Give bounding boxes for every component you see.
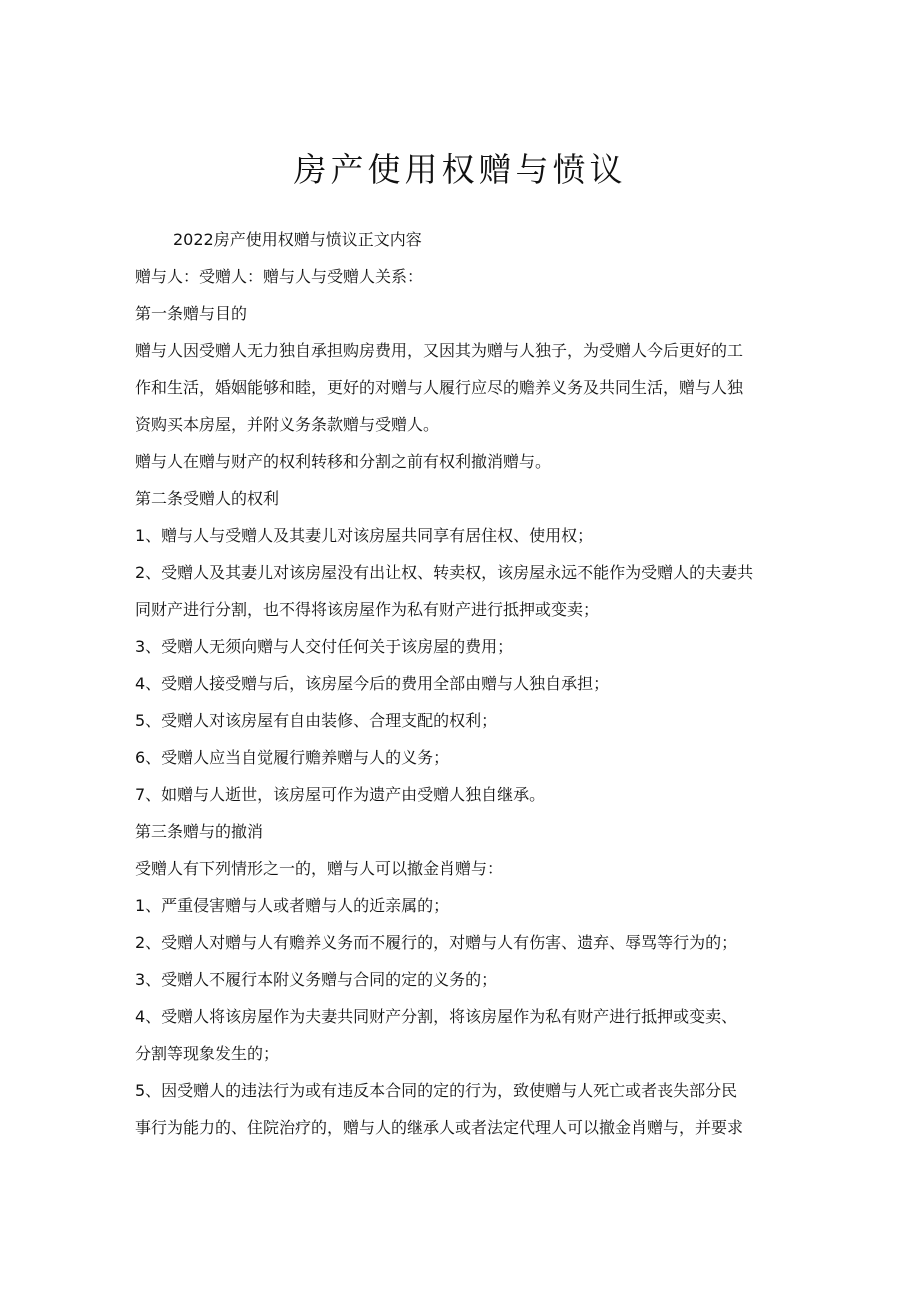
list-item: 7、如赠与人逝世，该房屋可作为遗产由受赠人独自继承。 [135, 785, 546, 804]
list-item: 2、受赠人及其妻儿对该房屋没有出让权、转卖权，该房屋永远不能作为受赠人的夫妻共 [135, 563, 754, 582]
list-item: 4、受赠人接受赠与后，该房屋今后的费用全部由赠与人独自承担； [135, 674, 610, 693]
list-item: 1、严重侵害赠与人或者赠与人的近亲属的； [135, 896, 450, 915]
list-item: 5、受赠人对该房屋有自由装修、合理支配的权利； [135, 711, 498, 730]
list-item: 4、受赠人将该房屋作为夫妻共同财产分割，将该房屋作为私有财产进行抵押或变卖、 [135, 1007, 738, 1026]
body-line: 赠与人因受赠人无力独自承担购房费用，又因其为赠与人独子，为受赠人今后更好的工 [135, 341, 744, 360]
list-item: 3、受赠人无须向赠与人交付任何关于该房屋的费用； [135, 637, 514, 656]
list-item: 3、受赠人不履行本附义务赠与合同的定的义务的； [135, 970, 498, 989]
body-line: 赠与人：受赠人：赠与人与受赠人关系： [135, 267, 424, 286]
list-item: 同财产进行分割，也不得将该房屋作为私有财产进行抵押或变卖； [135, 600, 600, 619]
body-line: 作和生活，婚姻能够和睦，更好的对赠与人履行应尽的赡养义务及共同生活，赠与人独 [135, 378, 744, 397]
list-item: 事行为能力的、住院治疗的，赠与人的继承人或者法定代理人可以撤金肖赠与，并要求 [135, 1118, 744, 1137]
section-heading: 第一条赠与目的 [135, 304, 248, 323]
list-item: 5、因受赠人的违法行为或有违反本合同的定的行为，致使赠与人死亡或者丧失部分民 [135, 1081, 738, 1100]
body-line: 赠与人在赠与财产的权利转移和分割之前有权利撤消赠与。 [135, 452, 552, 471]
section-heading: 第二条受赠人的权利 [135, 489, 280, 508]
body-line: 2022房产使用权赠与愤议正文内容 [173, 230, 422, 249]
section-heading: 第三条赠与的撤消 [135, 822, 264, 841]
body-line: 资购买本房屋，并附义务条款赠与受赠人。 [135, 415, 440, 434]
body-line: 受赠人有下列情形之一的，赠与人可以撤金肖赠与： [135, 859, 504, 878]
document-title: 房产使用权赠与愤议 [293, 150, 627, 189]
list-item: 2、受赠人对赠与人有赡养义务而不履行的，对赠与人有伤害、遗弃、辱骂等行为的； [135, 933, 738, 952]
list-item: 6、受赠人应当自觉履行赡养赠与人的义务； [135, 748, 450, 767]
list-item: 分割等现象发生的； [135, 1044, 280, 1063]
list-item: 1、赠与人与受赠人及其妻儿对该房屋共同享有居住权、使用权； [135, 526, 594, 545]
document-body [135, 228, 795, 1153]
